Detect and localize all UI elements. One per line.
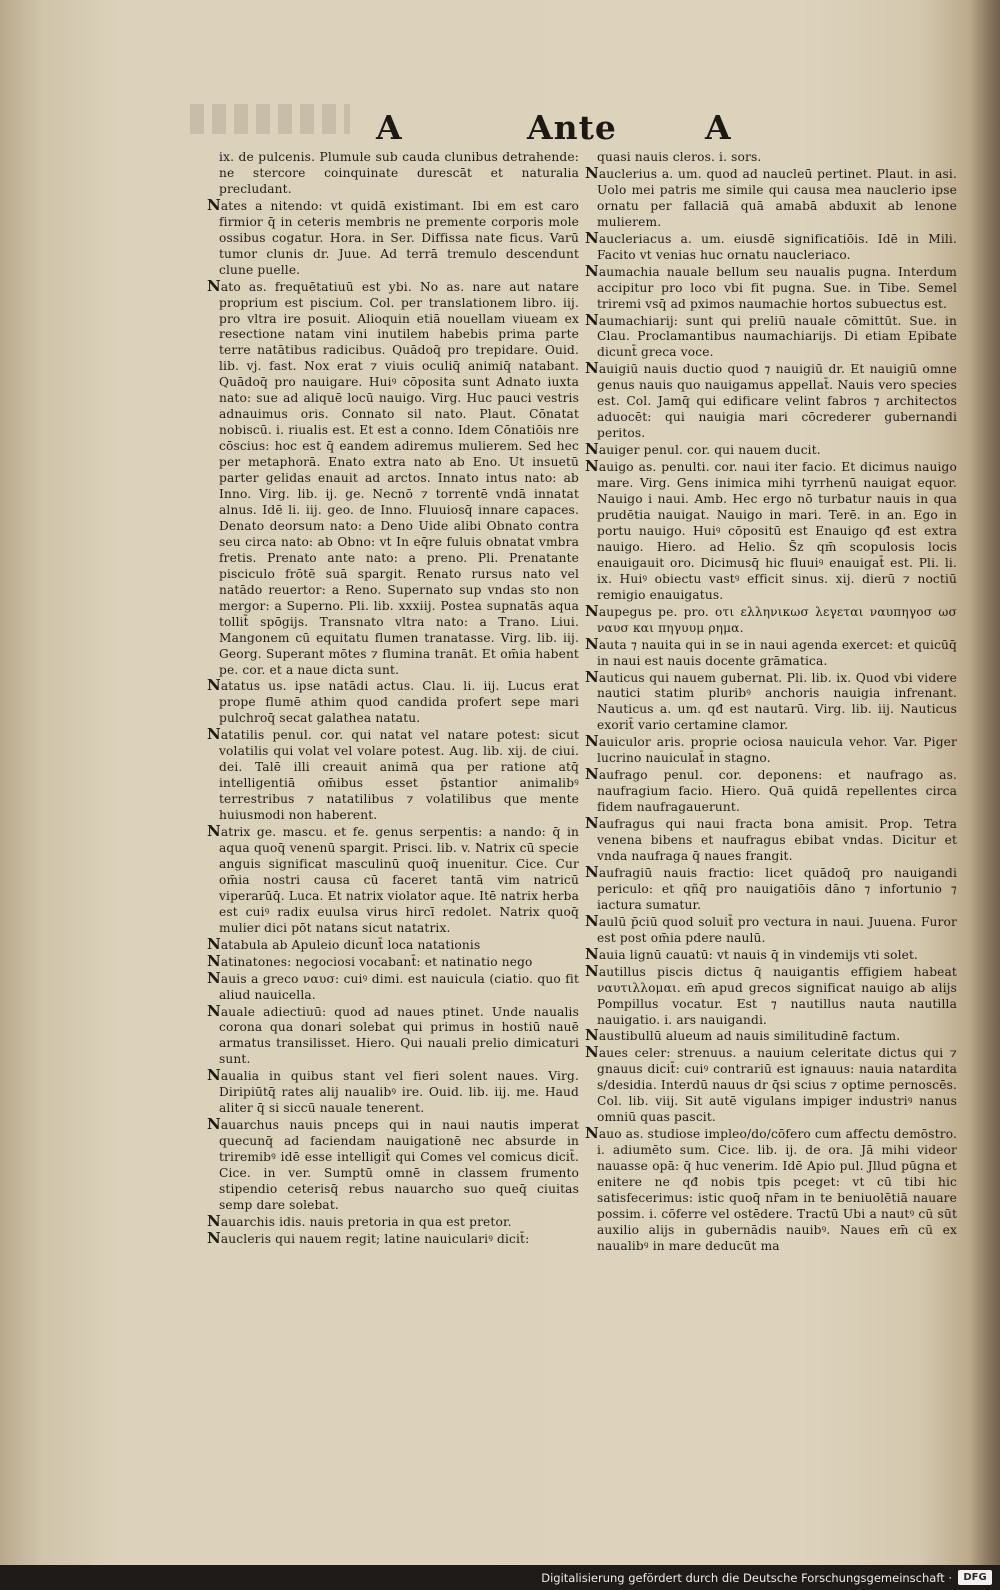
header-right-letter: A [705,108,732,147]
dictionary-entry: Nauo as. studiose impleo/do/cōfero cum affectu demōstro. i. adiumēto sum. Cice. lib. ij. de ora. Jā mihi videor nauasse opā: q̄ huc venerim. Idē Apio pul. Jllud pūgna et enitere ne qđ nobis tpis pceget: vt cū tibi hic satisfecerimus: istic quoq̄ nr̄am in te beniuolētiā nauare possim. i. cōferre vel ostēdere. Tractū Ubi a nautꝰ cū sūt auxilio alijs in gubernādis nauibꝰ. Naues em̄ cū ex naualibꝰ in mare deducūt ma [585,1124,957,1253]
dictionary-entry: Natatilis penul. cor. qui natat vel natare potest: sicut volatilis qui volat vel volare potest. Aug. lib. xij. de ciui. dei. Talē illi creauit animā qua per ratione atq̄ intelligentiā om̄ibus esset p̄stantior animalibꝰ terrestribus ⁊ natatilibus ⁊ volatilibus que mente huiusmodi non haberent. [207,725,579,823]
dictionary-entry: Naucleriacus a. um. eiusdē significatiōis. Idē in Mili. Facito vt venias huc ornatu naucleriaco. [585,228,957,262]
dictionary-entry: Natabula ab Apuleio dicunt̄ loca natationis [207,934,481,953]
dictionary-entry: Nauarchis idis. nauis pretoria in qua est pretor. [207,1211,512,1230]
dfg-logo: DFG [958,1570,992,1585]
dictionary-entry: Naualia in quibus stant vel fieri solent naues. Virg. Diripiūtq̄ rates alij naualibꝰ ire. Ouid. lib. iij. me. Haud aliter q̄ si siccū nauale tenerent. [207,1066,579,1116]
dictionary-entry: Naumachiarij: sunt qui preliū nauale cōmittūt. Sue. in Clau. Proclamantibus naumachiarijs. Di etiam Epibate dicunt̄ greca voce. [585,310,957,360]
dictionary-entry: Naumachia nauale bellum seu naualis pugna. Interdum accipitur pro loco vbi fit pugna. Sue. in Tibe. Semel triremi vsq̄ ad pximos naumachie hortos subuectus est. [585,261,957,311]
right-column [585,150,957,1565]
dictionary-entry: Nauiculor aris. proprie ociosa nauicula vehor. Var. Piger lucrino nauiculat̄ in stagno. [585,732,957,766]
dictionary-entry: Natatus us. ipse natādi actus. Clau. li. iij. Lucus erat prope flumē athim quod candida profert sepe mari pulchroq̄ secat galathea natatu. [207,676,579,726]
dictionary-entry: Nauclerius a. um. quod ad naucleū pertinet. Plaut. in asi. Uolo mei patris me simile qui causa mea nauclerio ipse ornatu per fallaciā quā amabā abduxit ab lenone mulierem. [585,163,957,229]
dictionary-entry: Nauigiū nauis ductio quod ⁊ nauigiū dr. Et nauigiū omne genus nauis quo nauigamus appellat̄. Nauis vero species est. Col. Jamq̄ qui edificare velint fabros ⁊ architectos aduocēt: qui nauigia mari cōcrederer gubernandi peritos. [585,359,957,441]
dictionary-entry: Nauale adiectiuū: quod ad naues ptinet. Unde naualis corona qua donari solebat qui primus in hostiū nauē armatus transilisset. Hiero. Qui nauali prelio dimicaturi sunt. [207,1001,579,1067]
dictionary-entry: Natrix ge. mascu. et fe. genus serpentis: a nando: q̄ in aqua quoq̄ venenū spargit. Prisci. lib. v. Natrix cū specie anguis significat masculinū quoq̄ inuenitur. Cice. Cur om̄ia nostri causa cū faceret tantā vim natricū viperarūq̄. Luca. Et natrix violator aque. Itē natrix herba est cuiꝰ radix euulsa virus hircī redolet. Natrix quoq̄ mulier dici pōt natans sicut natatrix. [207,822,579,935]
dictionary-entry: Natinatones: negociosi vocabant̄: et natinatio nego [207,951,533,970]
left-column [207,150,579,1565]
dictionary-entry: Naufrago penul. cor. deponens: et naufrago as. naufragium facio. Hiero. Quā quidā repellentes circa fidem naufragauerunt. [585,765,957,815]
dictionary-entry: Naucleris qui nauem regit; latine nauiculariꝰ dicit̄: [207,1228,530,1247]
dictionary-entry: Nauiger penul. cor. qui nauem ducit. [585,440,821,459]
dictionary-entry: Nauia lignū cauatū: vt nauis q̄ in vindemijs vti solet. [585,944,919,963]
dictionary-entry: Naulū p̄ciū quod soluit̄ pro vectura in naui. Juuena. Furor est post om̄ia pdere naulū. [585,911,957,945]
dictionary-entry: quasi nauis cleros. i. sors. [597,150,762,164]
dictionary-entry: Naues celer: strenuus. a nauium celeritate dictus qui ⁊ gnauus dicit̄: cuiꝰ contrariū est ignauus: nauia natardita s/desidia. Interdū nauus dr q̄si scius ⁊ optime pernoscēs. Col. lib. viij. Sit autē vigulans impiger industriꝰ nanus omniū quas pascit. [585,1043,957,1125]
dictionary-entry: Naufragus qui naui fracta bona amisit. Prop. Tetra venena bibens et naufragus ebibat vndas. Dicitur et vnda naufraga q̄ naues frangit. [585,814,957,863]
funding-credit: Digitalisierung gefördert durch die Deutsche Forschungsgemeinschaft · [541,1571,952,1585]
running-header [0,108,1000,148]
dictionary-entry: Naupegus pe. pro. οτι ελληνικωσ λεγεται ναυπηγοσ ωσ ναυσ και πηγυυμ ρημα. [585,601,957,635]
dictionary-entry: Nato as. frequētatiuū est ybi. No as. nare aut natare proprium est piscium. Col. per translationem libro. iij. pro vltra ire posuit. Alioquin etiā nouellam viueam ex resectione natam vini inutilem habebis prima parte terre natātibus radicibus. Quādoq̄ pro trepidare. Ouid. lib. vj. fast. Nox erat ⁊ viuis oculiq̄ animiq̄ natabant. Quādoq̄ pro nauigare. Huiꝰ cōposita sunt Adnato iuxta nato: sue ad aliquē locū nauigo. Virg. Huc pauci vestris adnauimus oris. Connato sil nato. Plaut. Cōnatat nobiscū. i. riualis est. Et est a conno. Idem Cōnatiōis nre cōscius: hoc est q̄ eandem adiremus mulierem. Sed hec per metaphorā. Enato extra nato ab Eno. Ut insuetū parter gelidas enauit ad arctos. Innato intus nato: ab Inno. Virg. lib. ij. ge. Necnō ⁊ torrentē vndā innatat alnus. Idē li. iij. geo. de Inno. Fluuiosq̄ innare capaces. Denato deorsum nato: a Deno Uide alibi Obnato contra seu circa nato: ab Obno: vt In eq̄re fuluis obnatat vmbra fretis. Prenato ante nato: a preno. Pli. Prenatante pisciculo frōtē suā spargit. Renato rursus nato vel natādo reuertor: a Reno. Supernato sup vndas sto non mergor: a Superno. Pli. lib. xxxiij. Postea supnatās aqua tollit̄ spōgijs. Transnato vltra nato: a Trano. Liui. Mangonem cū equitatu flumen tranatasse. Virg. lib. iij. Georg. Superant mōtes ⁊ flumina tranāt. Et om̄ia habent pe. cor. et a naue dicta sunt. [207,276,579,677]
dictionary-entry: Nauis a greco ναυσ: cuiꝰ dimi. est nauicula (ciatio. quo fit aliud nauicella. [207,968,579,1002]
header-left-letter: A [376,108,403,147]
dictionary-entry: Nauticus qui nauem gubernat. Pli. lib. ix. Quod vbi videre nautici statim pluribꝰ anchoris nauigia infrenant. Nauticus a. um. qđ est nautarū. Virg. lib. iij. Nauticus exorit̄ vario certamine clamor. [585,667,957,733]
dictionary-entry: ix. de pulcenis. Plumule sub cauda clunibus detrahende: ne stercore coinquinate durescāt et naturalia precludant. [219,150,579,196]
dictionary-entry: Nauarchus nauis pnceps qui in naui nautis imperat quecunq̄ ad faciendam nauigationē nec absurde in triremibꝰ idē esse intelligit̄ qui Comes vel comicus dicit̄. Cice. in ver. Sumptū omnē in classem frumento stipendio ceterisq̄ rebus nauarcho suo queq̄ ciuitas semp dare solebat. [207,1115,579,1212]
dictionary-entry: Nauigo as. penulti. cor. naui iter facio. Et dicimus nauigo mare. Virg. Gens inimica mihi tyrrhenū nauigat equor. Nauigo i naui. Amb. Hec ergo nō turbatur nauis in qua prudētia nauigat. Nauigo in mari. Terē. in an. Ego in portu nauigo. Huiꝰ cōpositū est Enauigo qđ est extra nauigo. Hiero. ad Helio. S̄z qm̄ scopulosis locis enauigauit oro. Dicimusq̄ hic fluuiꝰ enauigat̄ est. Pli. li. ix. Huiꝰ obiectu vastꝰ efficit sinus. xij. dierū ⁊ noctiū remigio enauigatus. [585,457,957,602]
header-title: Ante [527,108,617,147]
dictionary-entry: Nautillus piscis dictus q̄ nauigantis effigiem habeat ναυτιλλομαι. em̄ apud grecos significat nauigo ab alijs Pompillus vocatur. Est ⁊ nautillus nauta nautilla nauigatio. i. ars nauigandi. [585,961,957,1027]
dictionary-entry: Naufragiū nauis fractio: licet quādoq̄ pro nauigandi periculo: et qñq̄ pro nauigatiōis dāno ⁊ infortunio ⁊ iactura sumatur. [585,862,957,912]
dictionary-entry: Nauta ⁊ nauita qui in se in naui agenda exercet: et quicūq̄ in naui est nauis docente grāmatica. [585,634,957,668]
dictionary-entry: Nates a nitendo: vt quidā existimant. Ibi em est caro firmior q̄ in ceteris membris ne premente corporis mole ossibus cogatur. Hora. in Ser. Diffissa nate ficus. Varū tumor clunis dr. Juue. Ad terrā tremulo descendunt clune puelle. [207,195,579,277]
dictionary-entry: Naustibullū alueum ad nauis similitudinē factum. [585,1026,901,1045]
page-edge-shadow [970,0,1000,1565]
